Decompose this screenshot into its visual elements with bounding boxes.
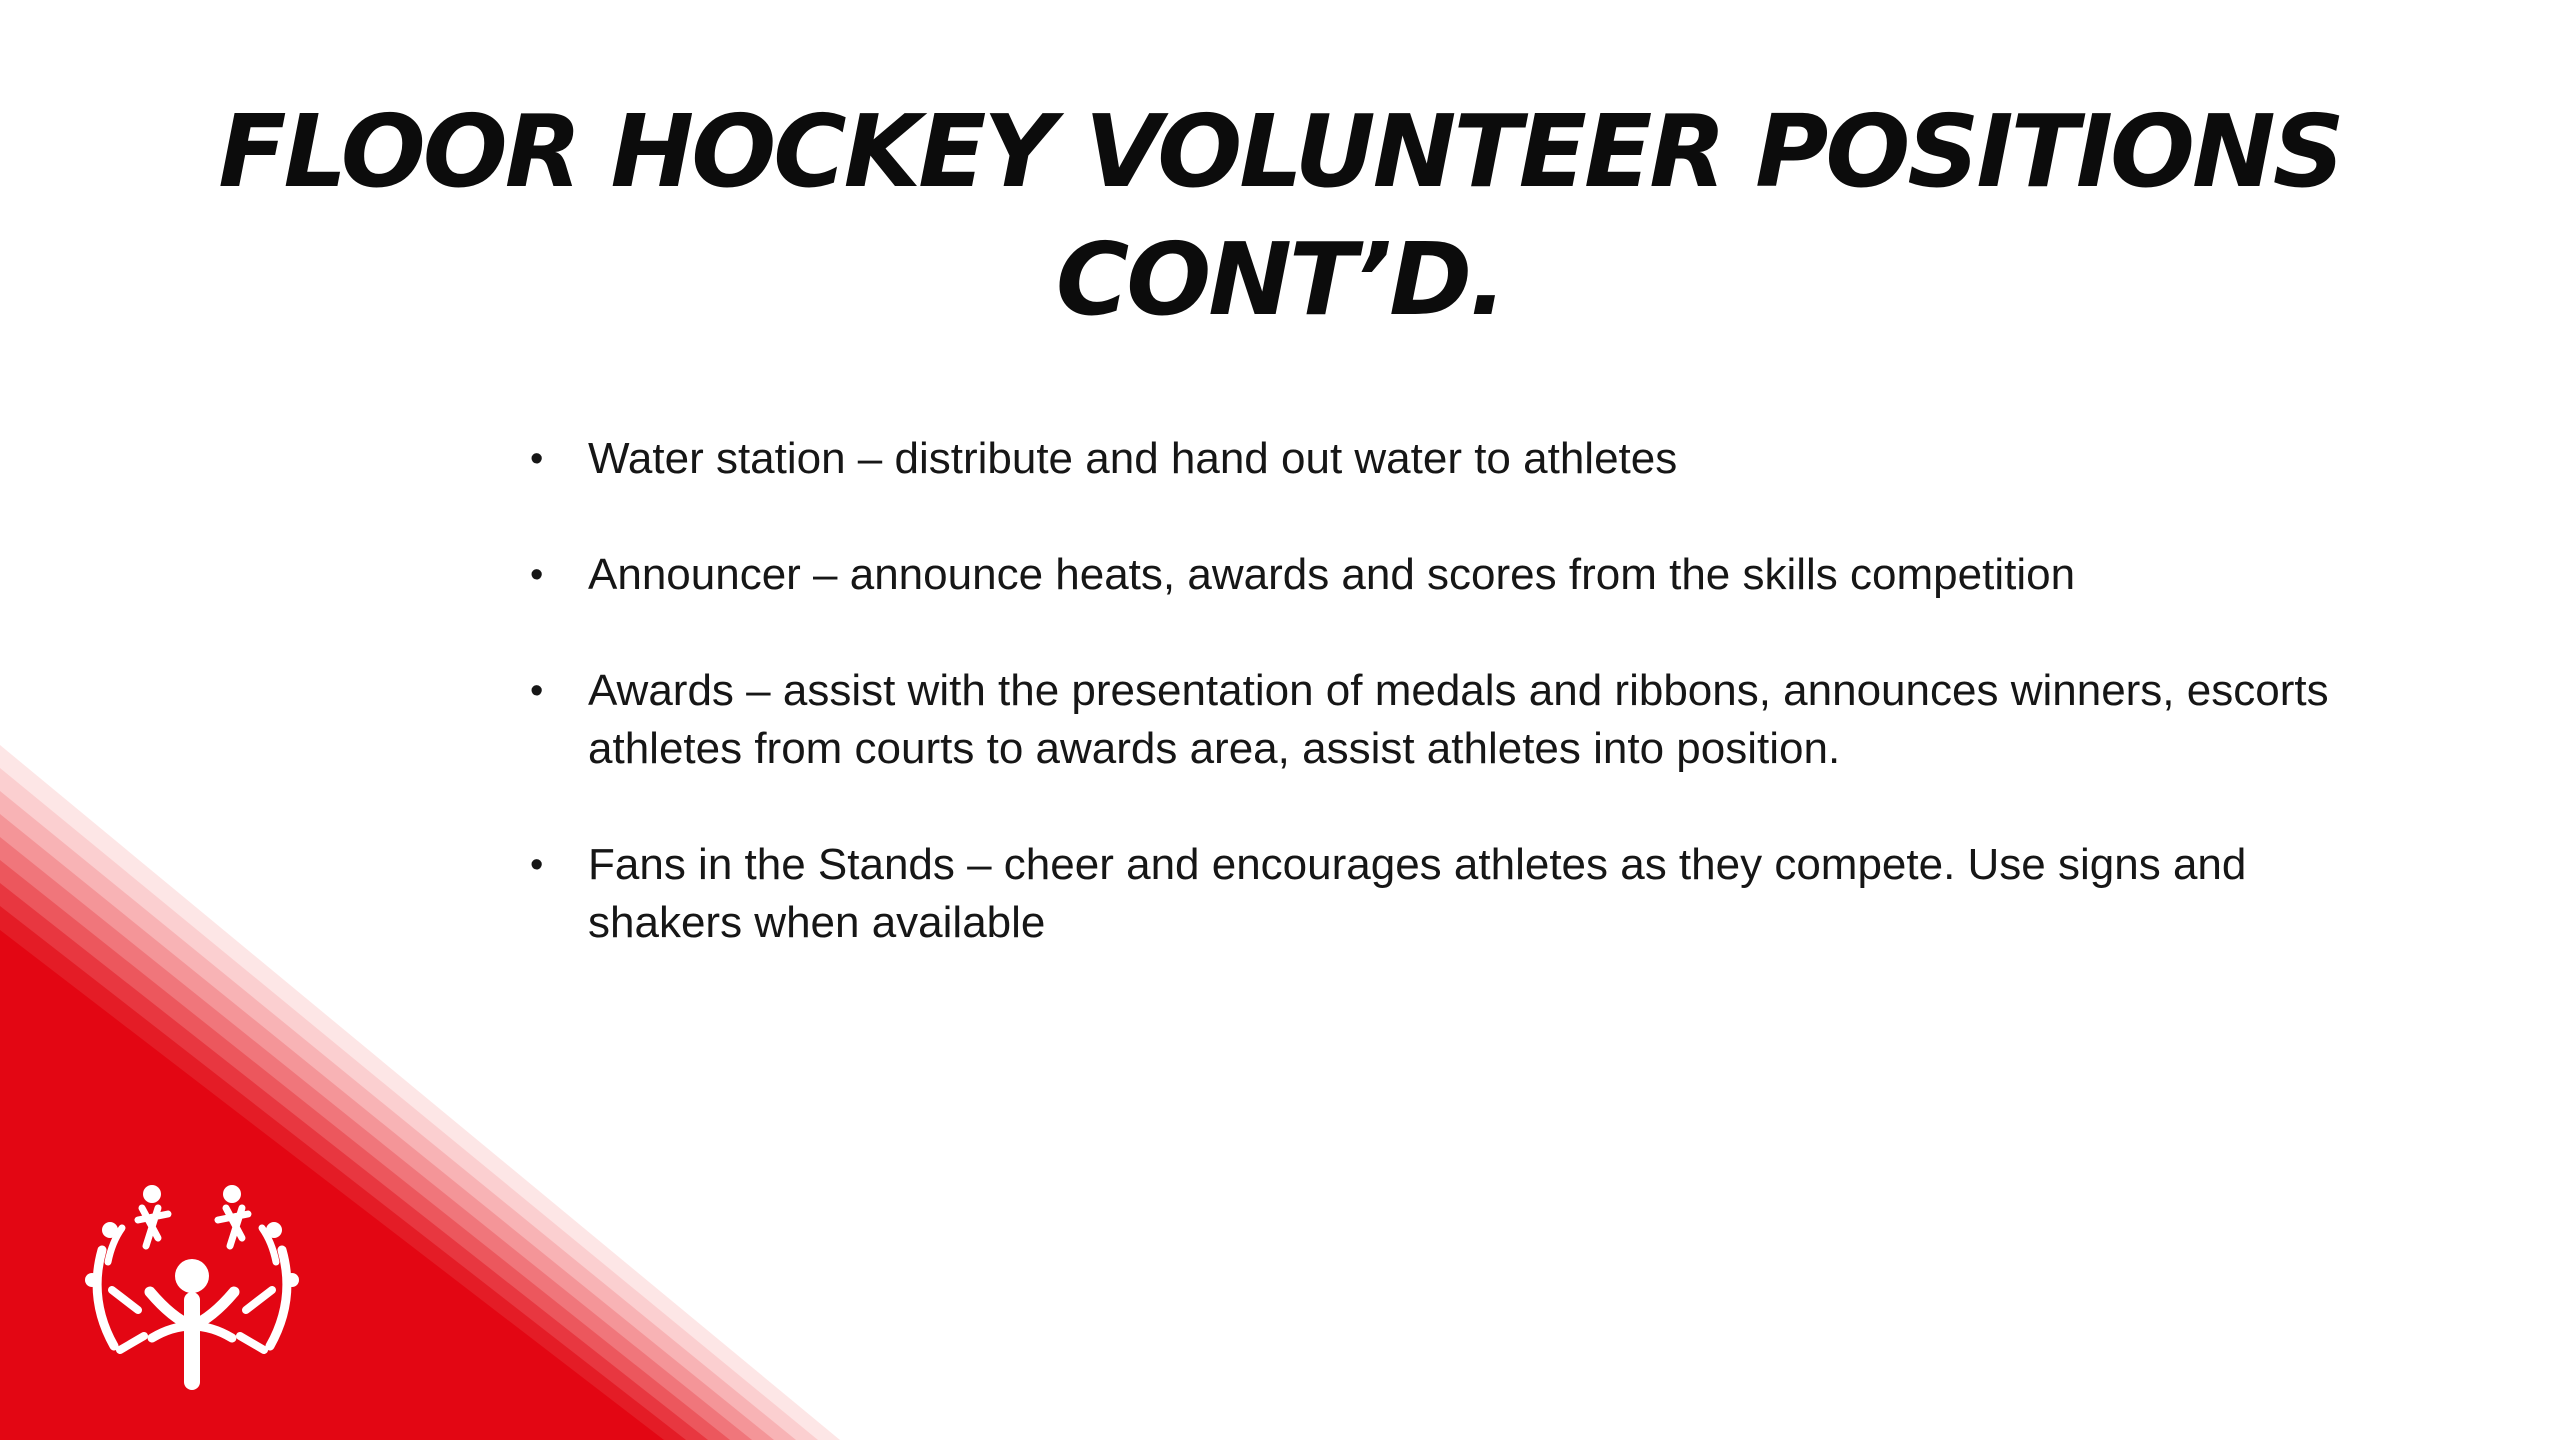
bullet-text: Water station – distribute and hand out water to athletes	[588, 434, 1678, 483]
bullet-glyph: •	[530, 438, 544, 480]
bullet-item-announcer	[520, 546, 2380, 604]
slide-title	[200, 88, 2360, 344]
bullet-text: Announcer – announce heats, awards and scores from the skills competition	[588, 550, 2076, 599]
bullet-list	[520, 430, 2380, 1010]
bullet-item-fans-in-the-stands	[520, 836, 2380, 952]
bullet-glyph: •	[530, 670, 544, 712]
bullet-item-awards	[520, 662, 2380, 778]
bullet-item-water-station	[520, 430, 2380, 488]
bullet-text: Awards – assist with the presentation of medals and ribbons, announces winners, escorts athletes from courts to awards area, assist athletes into position.	[588, 666, 2329, 773]
title-line-2: CONT’D.	[1055, 221, 1505, 338]
bullet-text: Fans in the Stands – cheer and encourages athletes as they compete. Use signs and shakers when available	[588, 840, 2247, 947]
center-figure-head	[175, 1259, 209, 1293]
special-olympics-logo-icon	[72, 1150, 312, 1390]
bullet-glyph: •	[530, 844, 544, 886]
title-line-1: FLOOR HOCKEY VOLUNTEER POSITIONS	[218, 93, 2342, 210]
bullet-glyph: •	[530, 554, 544, 596]
